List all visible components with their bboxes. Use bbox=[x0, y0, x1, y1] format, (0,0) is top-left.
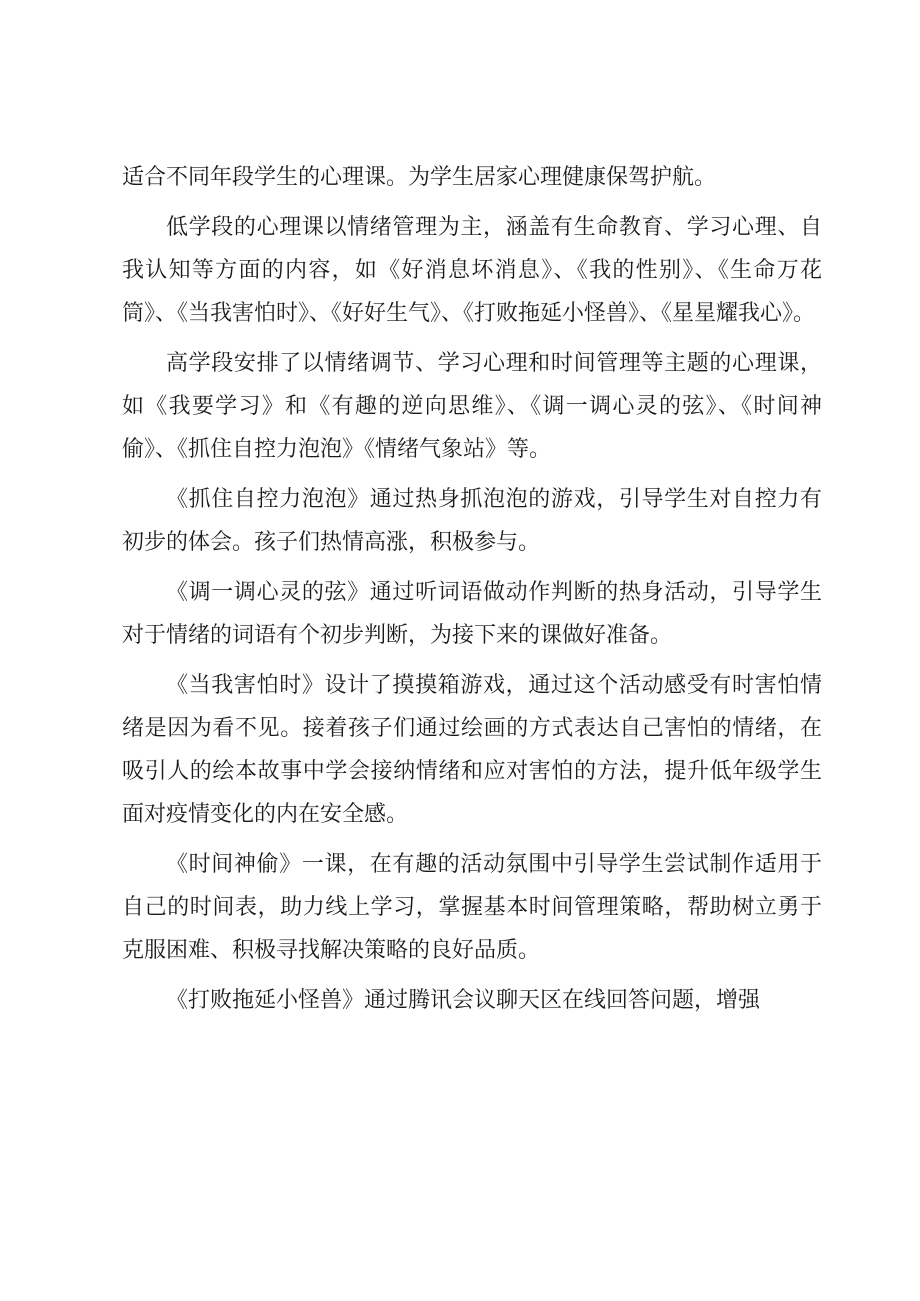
paragraph-procrastination-monster: 《打败拖延小怪兽》通过腾讯会议聊天区在线回答问题，增强 bbox=[166, 988, 761, 1013]
paragraph-continuation: 适合不同年段学生的心理课。为学生居家心理健康保驾护航。 bbox=[122, 165, 717, 190]
paragraph-tune-heart-strings: 《调一调心灵的弦》通过听词语做动作判断的热身活动，引导学生对于情绪的词语有个初步判断，为接下来的课做好准备。 bbox=[122, 580, 822, 648]
paragraph-self-control-bubbles: 《抓住自控力泡泡》通过热身抓泡泡的游戏，引导学生对自控力有初步的体会。孩子们热情高涨，积极参与。 bbox=[122, 487, 822, 555]
document-body bbox=[122, 156, 822, 1029]
paragraph-when-afraid: 《当我害怕时》设计了摸摸箱游戏，通过这个活动感受有时害怕情绪是因为看不见。接着孩子们通过绘画的方式表达自己害怕的情绪，在吸引人的绘本故事中学会接纳情绪和应对害怕的方法，提升低年级学生面对疫情变化的内在安全感。 bbox=[122, 673, 822, 827]
paragraph-lower-grade-courses: 低学段的心理课以情绪管理为主，涵盖有生命教育、学习心理、自我认知等方面的内容，如《好消息坏消息》、《我的性别》、《生命万花筒》、《当我害怕时》、《好好生气》、《打败拖延小怪兽》、《星星耀我心》。 bbox=[122, 215, 822, 326]
paragraph-upper-grade-courses: 高学段安排了以情绪调节、学习心理和时间管理等主题的心理课，如《我要学习》和《有趣的逆向思维》、《调一调心灵的弦》、《时间神偷》、《抓住自控力泡泡》《情绪气象站》等。 bbox=[122, 351, 822, 462]
paragraph-time-thief: 《时间神偷》一课，在有趣的活动氛围中引导学生尝试制作适用于自己的时间表，助力线上学习，掌握基本时间管理策略，帮助树立勇于克服困难、积极寻找解决策略的良好品质。 bbox=[122, 852, 822, 963]
